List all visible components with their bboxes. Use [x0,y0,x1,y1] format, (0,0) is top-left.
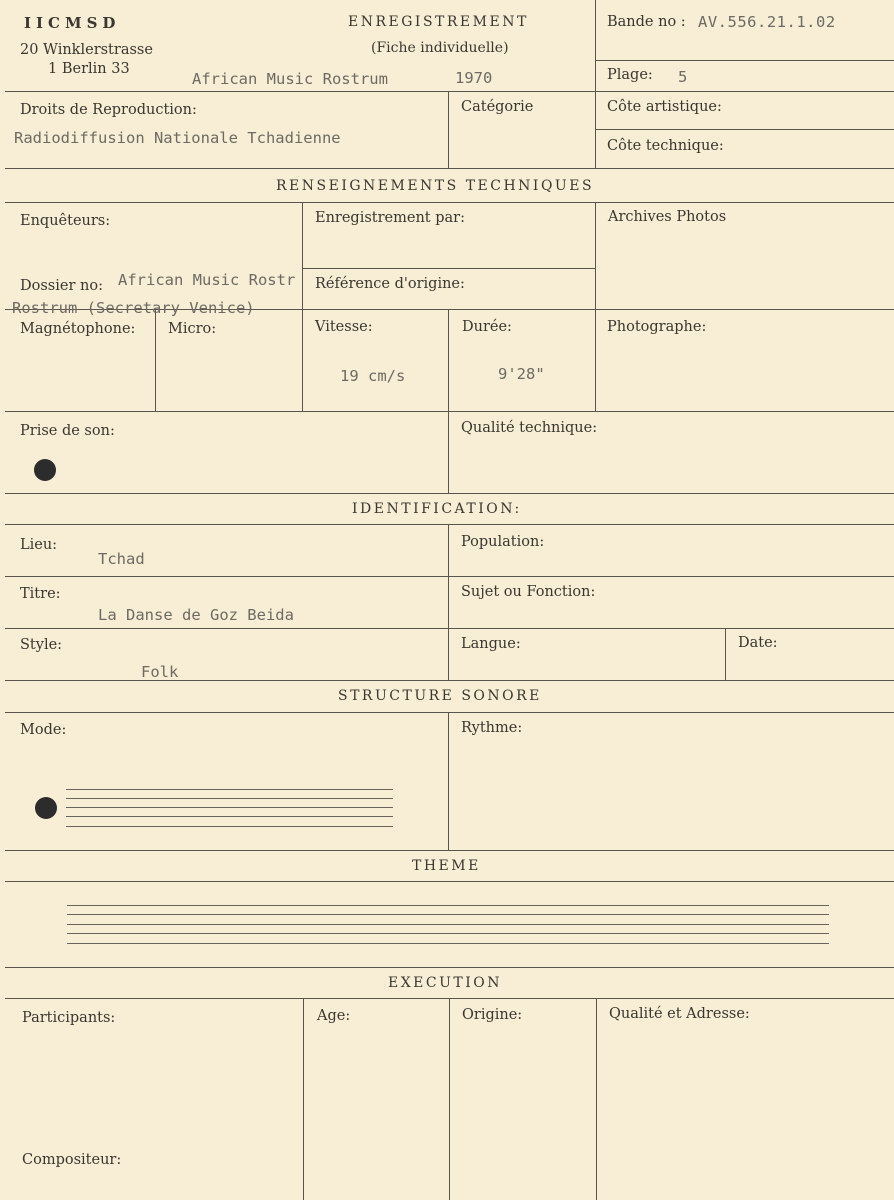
lieu-value: Tchad [98,550,145,568]
rule [595,60,894,61]
rule [5,411,894,412]
rule [595,0,596,168]
lieu-label: Lieu: [20,537,58,553]
rule [5,967,894,968]
dossier-value-1: African Music Rostr [118,271,296,289]
address-line-2: 1 Berlin 33 [48,61,130,77]
rule [448,309,449,493]
rule [5,881,894,882]
cote-artistique-label: Côte artistique: [607,99,722,115]
rule [5,91,894,92]
year-typed: 1970 [455,69,493,87]
droits-label: Droits de Reproduction: [20,102,197,118]
sujet-fonction-label: Sujet ou Fonction: [461,584,596,600]
staff-line [67,933,829,934]
rule [5,202,894,203]
photographe-label: Photographe: [607,319,707,335]
magnetophone-label: Magnétophone: [20,321,136,337]
enregistrement-par-label: Enregistrement par: [315,210,465,226]
rule [595,129,894,130]
plage-value: 5 [678,68,688,86]
bande-label: Bande no : [607,14,686,30]
categorie-label: Catégorie [461,99,534,115]
section-execution-heading: EXECUTION [388,975,503,991]
droits-value: Radiodiffusion Nationale Tchadienne [14,129,341,147]
staff-line [67,943,829,944]
rule [5,493,894,494]
qualite-adresse-label: Qualité et Adresse: [609,1006,750,1022]
rythme-label: Rythme: [461,720,523,736]
rule [5,712,894,713]
rule [596,998,597,1200]
rule [302,268,595,269]
compositeur-label: Compositeur: [22,1152,122,1168]
rule [5,524,894,525]
reference-origine-label: Référence d'origine: [315,276,465,292]
langue-label: Langue: [461,636,521,652]
style-label: Style: [20,637,63,653]
staff-line [66,826,393,827]
rule [5,628,894,629]
staff-line [67,914,829,915]
rule [448,712,449,850]
cote-technique-label: Côte technique: [607,138,724,154]
participants-label: Participants: [22,1010,116,1026]
duree-value: 9'28" [498,365,545,383]
duree-label: Durée: [462,319,512,335]
rule [5,680,894,681]
dossier-label: Dossier no: [20,278,103,294]
archives-photos-label: Archives Photos [608,209,727,225]
qualite-technique-label: Qualité technique: [461,420,598,436]
staff-line [66,807,393,808]
section-theme-heading: THEME [412,858,481,874]
staff-line [66,789,393,790]
vitesse-value: 19 cm/s [340,367,406,385]
rule [725,628,726,680]
staff-line [66,798,393,799]
plage-label: Plage: [607,67,653,83]
punch-hole [35,797,57,819]
vitesse-label: Vitesse: [315,319,373,335]
rule [303,998,304,1200]
rule [155,309,156,411]
mode-label: Mode: [20,722,67,738]
staff-line [67,905,829,906]
dossier-value-2: Rostrum (Secretary Venice) [12,299,255,317]
rule [5,850,894,851]
rule [448,524,449,680]
population-label: Population: [461,534,545,550]
org-logo: IICMSD [24,14,121,32]
section-techniques-heading: RENSEIGNEMENTS TECHNIQUES [276,178,595,194]
origine-label: Origine: [462,1007,523,1023]
rule [5,168,894,169]
titre-label: Titre: [20,586,61,602]
age-label: Age: [317,1008,351,1024]
rule [595,202,596,411]
punch-hole [34,459,56,481]
rule [448,91,449,168]
form-subtitle: (Fiche individuelle) [371,40,509,56]
rule [449,998,450,1200]
staff-line [66,816,393,817]
date-label: Date: [738,635,778,651]
bande-value: AV.556.21.1.02 [698,13,836,31]
staff-line [67,924,829,925]
enqueteurs-label: Enquêteurs: [20,213,111,229]
style-value: Folk [141,663,179,681]
collection-typed: African Music Rostrum [192,70,388,88]
micro-label: Micro: [168,321,217,337]
prise-de-son-label: Prise de son: [20,423,115,439]
section-identification-heading: IDENTIFICATION: [352,501,522,517]
rule [302,202,303,411]
form-title: ENREGISTREMENT [348,14,529,30]
section-structure-heading: STRUCTURE SONORE [338,688,542,704]
rule [5,576,894,577]
titre-value: La Danse de Goz Beida [98,606,294,624]
address-line-1: 20 Winklerstrasse [20,42,153,58]
